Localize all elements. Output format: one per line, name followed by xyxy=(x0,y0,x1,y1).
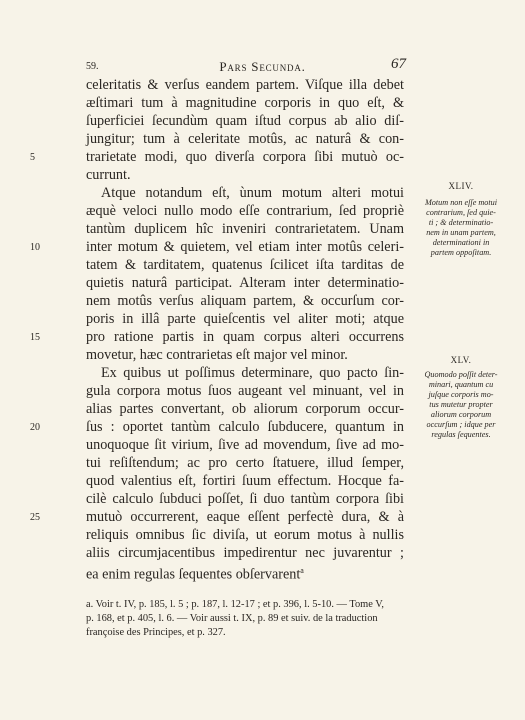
margin-note-number: XLV. xyxy=(450,355,472,365)
text-line: tui reſiſtendum; ac pro certo ſtatuere, illud ſemper, xyxy=(86,455,404,471)
text-line: unoquoque ſit virium, ſive ad movendum, ſive ad mo- xyxy=(86,437,404,453)
margin-note-line: juſque corporis mo- xyxy=(428,390,494,399)
margin-note-line: tus mutetur propter xyxy=(429,400,493,409)
text-line: reliquis omnibus ſic diviſa, ut eorum motus à nullis xyxy=(86,527,404,543)
text-line: trarietate modi, quo diverſa corpora ſibi mutuò oc- xyxy=(86,149,404,165)
margin-note-line: aliorum corporum xyxy=(430,410,492,419)
text-line: quod valentius eſt, fortiri ſuum effectum. Hocque fa- xyxy=(86,473,404,489)
margin-note-line: contrarium, ſed quie- xyxy=(426,208,496,217)
text-line: tatem & tarditatem, quatenus ſcilicet iſta tarditas de xyxy=(86,257,404,273)
text-line: ſus : oportet tantùm calculo ſubducere, quantum in xyxy=(86,419,404,435)
line-number: 5 xyxy=(30,152,35,163)
text-line: ſuperficiei ſecundùm quam iſtud corpus ab alio diſ- xyxy=(86,113,404,129)
text-line: Ex quibus ut poſſimus determinare, quo pacto ſin- xyxy=(101,365,404,381)
text-line: alias partes convertant, ob aliorum corporum occur- xyxy=(86,401,404,417)
line-number: 20 xyxy=(30,422,40,433)
text-line: mutuò occurrerent, eaque eſſent perfectè dura, & à xyxy=(86,509,404,525)
text-line: Atque notandum eſt, ùnum motum alteri motui xyxy=(101,185,404,201)
footnote-line: françoise des Principes, et p. 327. xyxy=(86,627,226,638)
margin-note-line: occurſum ; idque per xyxy=(426,420,496,429)
text-line-content: ea enim regulas ſequentes obſervarent xyxy=(86,566,301,583)
line-number: 10 xyxy=(30,242,40,253)
text-line: aliis circumjacentibus impedirentur nec juvarentur ; xyxy=(86,545,404,561)
text-line: gula corpora motus ſuos augeant vel minuant, vel in xyxy=(86,383,404,399)
text-line: tantùm duplicem hîc inveniri contrarietatem. Unam xyxy=(86,221,404,237)
margin-note-line: minari, quantum cu xyxy=(428,380,494,389)
line-number: 15 xyxy=(30,332,40,343)
margin-note-line: ti ; & determinatio- xyxy=(428,218,494,227)
text-line: currunt. xyxy=(86,167,131,183)
text-line: jungitur; tum à celeritate motûs, ac naturâ & con- xyxy=(86,131,404,147)
line-number: 25 xyxy=(30,512,40,523)
margin-note-line: regulas ſequentes. xyxy=(431,430,491,439)
text-line: æquè veloci nullo modo eſſe contrarium, ſed propriè xyxy=(86,203,404,219)
footnote-line: a. Voir t. IV, p. 185, l. 5 ; p. 187, l. 12-17 ; et p. 396, l. 5-10. — Tome V, xyxy=(86,599,385,610)
text-line: quietis naturâ participat. Alteram inter determinatio- xyxy=(86,275,404,291)
page-number-right: 67 xyxy=(391,56,406,72)
text-line: æſtimari tum à magnitudine corporis in quo eſt, & xyxy=(86,95,404,111)
text-line: movetur, hæc contrarietas eſt major vel minor. xyxy=(86,347,348,363)
margin-note-line: Motum non eſſe motui xyxy=(424,198,498,207)
text-line: nem motûs verſus aliquam partem, & occurſum cor- xyxy=(86,293,404,309)
margin-note-number: XLIV. xyxy=(448,181,474,191)
text-line: pro ratione partis in quam corpus alteri occurrens xyxy=(86,329,404,345)
margin-note-line: partem oppoſitam. xyxy=(430,248,492,257)
text-line: cilè calculo ſubduci poſſet, ſi duo tantùm corpora ſibi xyxy=(86,491,404,507)
footnote-line: p. 168, et p. 405, l. 6. — Voir aussi t. IX, p. 89 et suiv. de la traduction xyxy=(86,613,378,624)
running-head: Pars Secunda. xyxy=(219,59,306,74)
text-line: celeritatis & verſus eandem partem. Viſque illa debet xyxy=(86,77,404,93)
text-line xyxy=(86,562,404,584)
margin-note-line: Quomodo poſſit deter- xyxy=(424,370,498,379)
margin-note-line: determinationi in xyxy=(432,238,490,247)
text-line: poris in illâ parte quieſcentis vel aliter moti; atque xyxy=(86,311,404,327)
footnote-marker: a xyxy=(300,566,304,575)
text-line: inter motum & quietem, vel etiam inter motûs celeri- xyxy=(86,239,404,255)
page-number-left: 59. xyxy=(86,61,99,72)
margin-note-line: nem in unam partem, xyxy=(426,228,496,237)
